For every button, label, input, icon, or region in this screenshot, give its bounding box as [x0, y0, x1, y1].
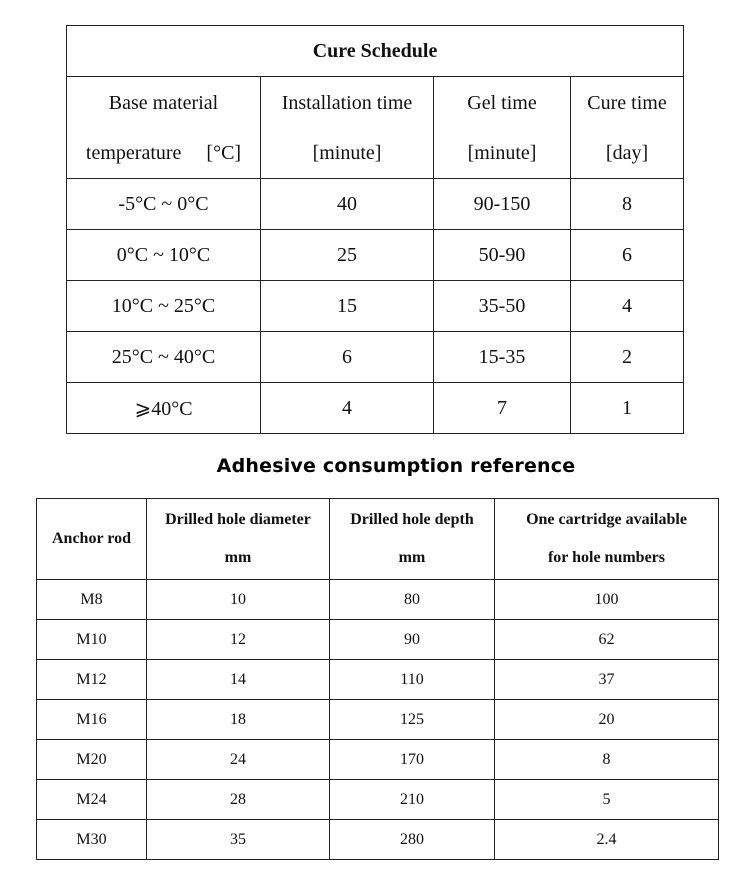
header-hole-diameter: [147, 499, 330, 580]
table-cell: 90: [330, 620, 495, 660]
header-installation-time: [261, 77, 434, 179]
table-row: [37, 820, 719, 860]
table-cell: ⩾40°C: [67, 383, 261, 434]
header-gel-time: [434, 77, 571, 179]
table-cell: -5°C ~ 0°C: [67, 179, 261, 230]
table-cell: 8: [571, 179, 684, 230]
table-cell: 280: [330, 820, 495, 860]
table-cell: 0°C ~ 10°C: [67, 230, 261, 281]
cure-header-row: [67, 77, 684, 179]
table-row: [37, 740, 719, 780]
header-line: Drilled hole depth: [350, 511, 474, 528]
header-line: [minute]: [312, 141, 382, 164]
table-cell: 90-150: [434, 179, 571, 230]
table-cell: 25°C ~ 40°C: [67, 332, 261, 383]
table-cell: M10: [37, 620, 147, 660]
table-row: [67, 383, 684, 434]
table-cell: 12: [147, 620, 330, 660]
table-cell: 15: [261, 281, 434, 332]
header-line: temperature [°C]: [85, 141, 242, 164]
cure-title-row: [67, 26, 684, 77]
header-hole-depth: [330, 499, 495, 580]
table-cell: 5: [495, 780, 719, 820]
table-cell: 25: [261, 230, 434, 281]
header-line: Base material: [108, 91, 219, 114]
header-line: Drilled hole diameter: [165, 511, 311, 528]
header-line: Anchor rod: [52, 530, 131, 547]
table-cell: 18: [147, 700, 330, 740]
header-line: Installation time: [281, 91, 413, 114]
cure-schedule-title: Cure Schedule: [67, 26, 684, 77]
table-cell: 8: [495, 740, 719, 780]
table-row: [67, 230, 684, 281]
table-row: [37, 620, 719, 660]
cure-schedule-table: [66, 25, 684, 434]
table-cell: 37: [495, 660, 719, 700]
table-cell: 110: [330, 660, 495, 700]
table-cell: 125: [330, 700, 495, 740]
header-line: One cartridge available: [526, 511, 687, 528]
table-cell: 210: [330, 780, 495, 820]
header-hole-numbers: [495, 499, 719, 580]
table-cell: 20: [495, 700, 719, 740]
table-cell: 10°C ~ 25°C: [67, 281, 261, 332]
table-cell: 40: [261, 179, 434, 230]
table-cell: 80: [330, 580, 495, 620]
table-cell: 7: [434, 383, 571, 434]
table-row: [37, 700, 719, 740]
table-row: [37, 580, 719, 620]
table-cell: 1: [571, 383, 684, 434]
table-cell: 4: [261, 383, 434, 434]
table-cell: 100: [495, 580, 719, 620]
table-cell: 62: [495, 620, 719, 660]
header-line: Gel time: [467, 91, 537, 114]
consumption-header-row: [37, 499, 719, 580]
table-cell: 6: [261, 332, 434, 383]
table-cell: M20: [37, 740, 147, 780]
table-cell: 4: [571, 281, 684, 332]
table-cell: 10: [147, 580, 330, 620]
table-cell: M12: [37, 660, 147, 700]
header-line: Cure time: [587, 91, 667, 114]
table-cell: 35-50: [434, 281, 571, 332]
table-row: [37, 780, 719, 820]
table-cell: 15-35: [434, 332, 571, 383]
header-base-temperature: [67, 77, 261, 179]
table-row: [67, 332, 684, 383]
table-cell: 24: [147, 740, 330, 780]
header-line: [day]: [605, 141, 649, 164]
table-cell: M8: [37, 580, 147, 620]
header-line: mm: [224, 549, 252, 566]
table-cell: 28: [147, 780, 330, 820]
header-cure-time: [571, 77, 684, 179]
table-cell: 6: [571, 230, 684, 281]
table-row: [37, 660, 719, 700]
header-line: for hole numbers: [547, 549, 666, 566]
header-anchor-rod: [37, 499, 147, 580]
table-cell: 35: [147, 820, 330, 860]
table-cell: 2: [571, 332, 684, 383]
table-cell: M30: [37, 820, 147, 860]
table-cell: M24: [37, 780, 147, 820]
table-cell: 170: [330, 740, 495, 780]
table-row: [67, 281, 684, 332]
header-line: [minute]: [467, 141, 537, 164]
adhesive-consumption-table: [36, 498, 719, 860]
table-cell: 50-90: [434, 230, 571, 281]
table-cell: 14: [147, 660, 330, 700]
header-line: mm: [398, 549, 426, 566]
consumption-section-title: Adhesive consumption reference: [216, 455, 576, 477]
table-cell: M16: [37, 700, 147, 740]
table-cell: 2.4: [495, 820, 719, 860]
table-row: [67, 179, 684, 230]
